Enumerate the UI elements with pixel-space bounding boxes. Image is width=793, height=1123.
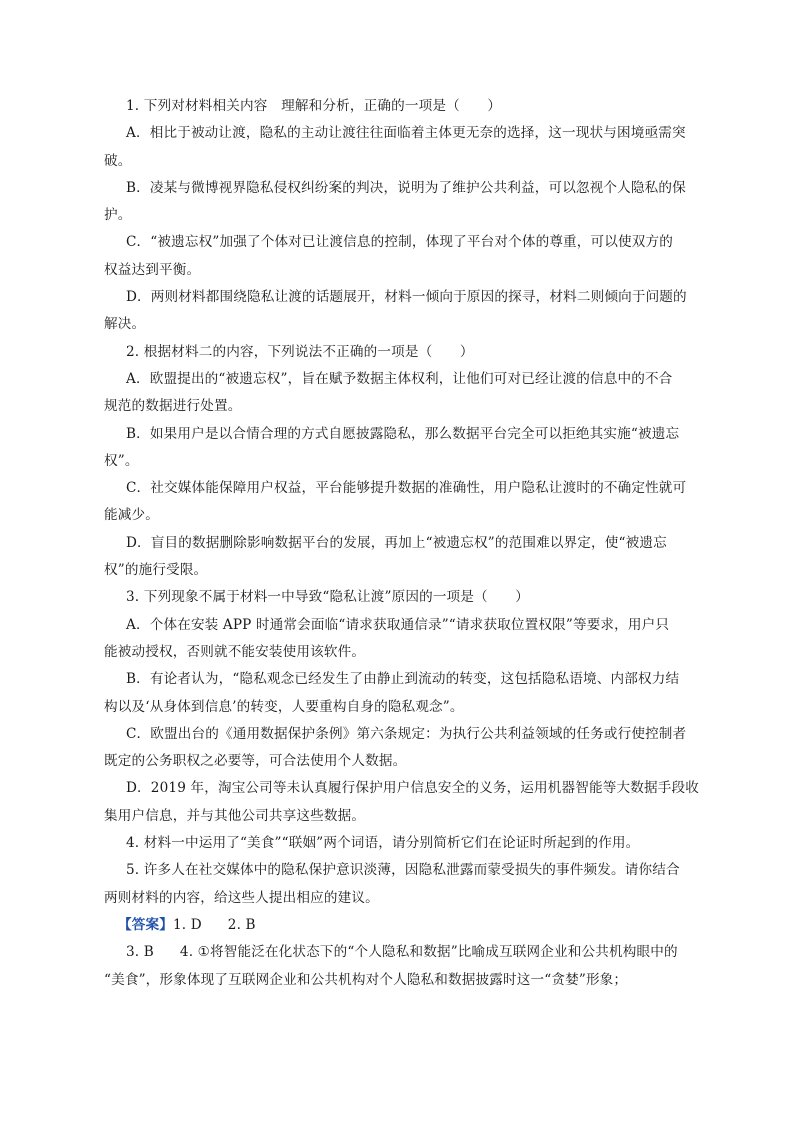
- q2-option-a: A．欧盟提出的“被遗忘权”，旨在赋予数据主体权利，让他们可对已经让渡的信息中的不合: [126, 370, 673, 387]
- q3-option-a-cont: 能被动授权，否则就不能安装使用该软件。: [104, 643, 366, 660]
- q5-stem-cont: 两则材料的内容，给这些人提出相应的建议。: [104, 889, 379, 906]
- q2-option-c: C．社交媒体能保障用户权益，平台能够提升数据的准确性，用户隐私让渡时的不确定性就可: [126, 480, 687, 497]
- answer-line-2: [104, 939, 694, 966]
- q4-stem: 4. 材料一中运用了“美食”“联姻”两个词语，请分别简析它们在论证时所起到的作用。: [126, 835, 640, 852]
- q1-option-a: A．相比于被动让渡，隐私的主动让渡往往面临着主体更无奈的选择，这一现状与困境亟需突: [126, 125, 686, 142]
- answer-2: 2. B: [227, 916, 256, 933]
- q3-stem: 3. 下列现象不属于材料一中导致“隐私让渡”原因的一项是（ ）: [126, 589, 530, 606]
- q3-option-a: A．个体在安装 APP 时通常会面临“请求获取通信录”“请求获取位置权限”等要求，用户只: [126, 616, 670, 633]
- answer-4-part-2: “美食”，形象体现了互联网企业和公共机构对个人隐私和数据披露时这一“贪婪”形象；: [104, 971, 628, 988]
- q3-option-d: D．2019 年，淘宝公司等未认真履行保护用户信息安全的义务，运用机器智能等大数据手段收: [126, 780, 699, 797]
- answer-line-1: [104, 912, 694, 939]
- q2-option-b: B．如果用户是以合情合理的方式自愿披露隐私，那么数据平台完全可以拒绝其实施“被遗忘: [126, 425, 680, 442]
- q1-option-c: C．“被遗忘权”加强了个体对已让渡信息的控制，体现了平台对个体的尊重，可以使双方的: [126, 234, 674, 251]
- q1-option-a-cont: 破。: [104, 152, 132, 169]
- q1-option-b: B．凌某与微博视界隐私侵权纠纷案的判决，说明为了维护公共利益，可以忽视个人隐私的保: [126, 179, 686, 196]
- q1-option-d: D．两则材料都围绕隐私让渡的话题展开，材料一倾向于原因的探寻，材料二则倾向于问题的: [126, 289, 687, 306]
- q3-option-b-cont: 构以及‘从身体到信息’的转变，人要重构自身的隐私观念”。: [104, 698, 464, 715]
- q3-option-c-cont: 既定的公务职权之必要等，可合法使用个人数据。: [104, 753, 407, 770]
- q2-option-d-cont: 权”的施行受限。: [104, 562, 208, 579]
- q1-stem: 1. 下列对材料相关内容 理解和分析，正确的一项是（ ）: [126, 98, 502, 114]
- question-content: [104, 93, 699, 994]
- q3-option-d-cont: 集用户信息，并与其他公司共享这些数据。: [104, 807, 366, 824]
- q1-option-b-cont: 护。: [104, 207, 132, 224]
- answer-1: 1. D: [172, 916, 202, 933]
- q2-option-c-cont: 能减少。: [104, 507, 159, 524]
- q1-option-d-cont: 解决。: [104, 316, 146, 333]
- q3-option-b: B．有论者认为，“隐私观念已经发生了由静止到流动的转变，这包括隐私语境、内部权力结: [126, 671, 680, 688]
- q1-option-c-cont: 权益达到平衡。: [104, 261, 201, 278]
- q2-option-b-cont: 权”。: [104, 452, 139, 469]
- answer-3: 3. B: [126, 944, 154, 961]
- answer-4-part-1: 4. ①将智能泛在化状态下的“个人隐私和数据”比喻成互联网企业和公共机构眼中的: [179, 944, 678, 961]
- q2-option-d: D．盲目的数据删除影响数据平台的发展，再加上“被遗忘权”的范围难以界定，使“被遗忘: [126, 534, 667, 551]
- q5-stem: 5. 许多人在社交媒体中的隐私保护意识淡薄，因隐私泄露而蒙受损失的事件频发。请你结合: [126, 862, 680, 879]
- answer-tag: 【答案】: [118, 916, 173, 933]
- q3-option-c: C．欧盟出台的《通用数据保护条例》第六条规定：为执行公共利益领域的任务或行使控制者: [126, 725, 687, 742]
- q2-option-a-cont: 规范的数据进行处置。: [104, 398, 242, 415]
- q2-stem: 2. 根据材料二的内容，下列说法不正确的一项是（ ）: [126, 343, 474, 360]
